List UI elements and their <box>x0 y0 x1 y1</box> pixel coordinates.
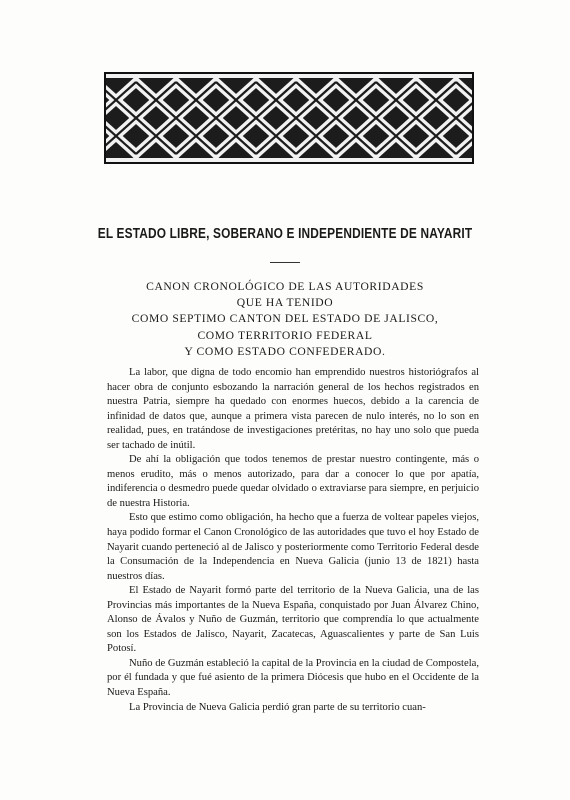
subtitle-line: CANON CRONOLÓGICO DE LAS AUTORIDADES <box>146 280 424 293</box>
paragraph: El Estado de Nayarit formó parte del territorio de la Nueva Galicia, una de las Provincias más importantes de la Nueva España, conquistado por Juan Álvarez Chino, Alonso de Ávalos y Nuño de Guzmán, territorio que comprendía lo que actualmente son los Estados de Jalisco, Nayarit, Zacatecas, Aguascalientes y parte de San Luis Potosí. <box>107 585 479 655</box>
subtitle-line: Y COMO ESTADO CONFEDERADO. <box>184 344 386 358</box>
interlaced-knot-ornament <box>104 72 474 164</box>
paragraph: Esto que estimo como obligación, ha hecho que a fuerza de voltear papeles viejos, haya podido formar el Canon Cronológico de las autoridades que tuvo el hoy Estado de Nayarit cuando perteneció al de Jalisco y posteriormente como Territorio Federal desde la Consumación de la Independencia en Nueva Galicia (junio 13 de 1821) hasta nuestros días. <box>107 512 479 582</box>
title-divider <box>270 262 300 263</box>
paragraph: De ahí la obligación que todos tenemos de prestar nuestro contingente, más o menos erudito, más o menos autorizado, para dar a conocer lo que por apatía, indiferencia o desmedro puede quedar olvidado o extraviarse para siempre, en perjuicio de nuestra Historia. <box>107 454 479 509</box>
body-text <box>107 366 479 715</box>
subtitle-line: COMO SEPTIMO CANTON DEL ESTADO DE JALISCO, <box>131 312 439 326</box>
paragraph: Nuño de Guzmán estableció la capital de la Provincia en la ciudad de Compostela, por él fundada y que fué asiento de la primera Diócesis que hubo en el Occidente de la Nueva España. <box>107 657 479 699</box>
paragraph: La Provincia de Nueva Galicia perdió gran parte de su territorio cuan- <box>129 701 426 713</box>
document-subtitle <box>0 279 570 360</box>
paragraph: La labor, que digna de todo encomio han emprendido nuestros historiógrafos al hacer obra de conjunto esbozando la narración general de los hechos registrados en nuestra Patria, siempre ha quedado con enormes huecos, debido a la carencia de infinidad de datos que, aunque a primera vista parecen de nulo interés, no lo son en realidad, pues, en tratándose de investigaciones pretéritas, no hay uno solo que pueda ser tachado de inútil. <box>107 367 479 451</box>
knot-pattern-graphic <box>106 74 472 162</box>
subtitle-line: COMO TERRITORIO FEDERAL <box>197 328 373 342</box>
subtitle-line: QUE HA TENIDO <box>236 296 334 310</box>
document-title: EL ESTADO LIBRE, SOBERANO E INDEPENDIENTE DE NAYARIT <box>97 226 473 242</box>
